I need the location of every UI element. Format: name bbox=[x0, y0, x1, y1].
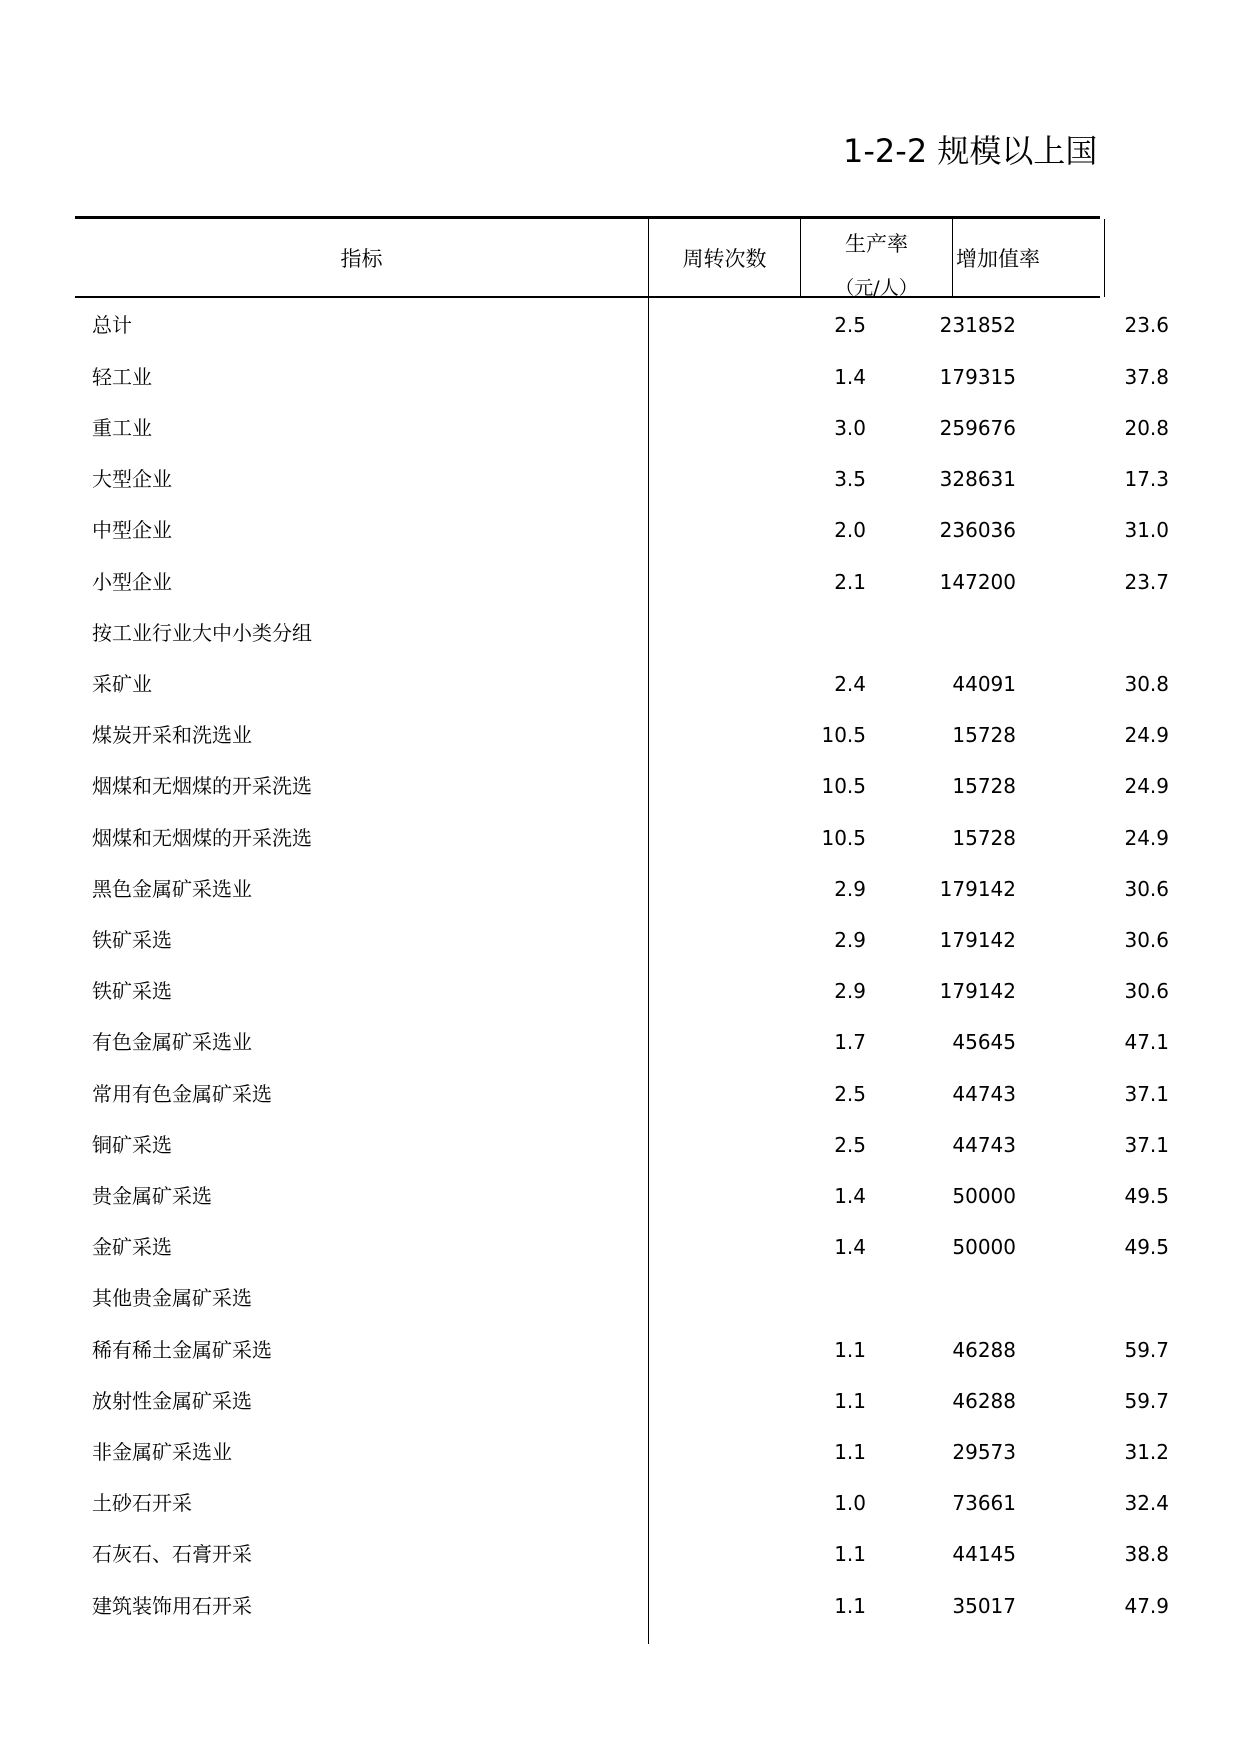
row-turnover: 1.0 bbox=[834, 1491, 866, 1515]
row-productivity: 179142 bbox=[939, 928, 1016, 952]
row-value-added-rate: 47.1 bbox=[1124, 1030, 1169, 1054]
table-row bbox=[75, 402, 1169, 454]
row-label: 煤炭开采和洗选业 bbox=[92, 723, 252, 747]
table-row bbox=[75, 1477, 1169, 1529]
table-row bbox=[75, 914, 1169, 966]
row-value-added-rate: 17.3 bbox=[1124, 467, 1169, 491]
table-row bbox=[75, 607, 1100, 659]
row-turnover: 1.4 bbox=[834, 365, 866, 389]
row-productivity: 231852 bbox=[939, 313, 1016, 337]
row-turnover: 1.1 bbox=[834, 1440, 866, 1464]
row-turnover bbox=[645, 607, 866, 659]
row-turnover: 2.4 bbox=[834, 672, 866, 696]
row-productivity: 15728 bbox=[952, 723, 1016, 747]
row-turnover: 2.9 bbox=[834, 979, 866, 1003]
row-value-added-rate: 23.7 bbox=[1124, 570, 1169, 594]
table-row bbox=[75, 1580, 1169, 1632]
row-productivity: 236036 bbox=[939, 518, 1016, 542]
row-label: 铁矿采选 bbox=[92, 928, 172, 952]
header-productivity-label: 生产率 bbox=[845, 232, 908, 256]
row-productivity: 50000 bbox=[952, 1235, 1016, 1259]
table-row bbox=[75, 863, 1169, 915]
row-turnover: 2.5 bbox=[834, 1082, 866, 1106]
row-turnover: 2.9 bbox=[834, 928, 866, 952]
table-row bbox=[75, 1016, 1169, 1068]
row-productivity bbox=[870, 1272, 1016, 1324]
row-value-added-rate: 47.9 bbox=[1124, 1594, 1169, 1618]
header-value-added-rate bbox=[956, 219, 1103, 296]
row-label: 石灰石、石膏开采 bbox=[92, 1542, 252, 1566]
row-productivity: 46288 bbox=[952, 1389, 1016, 1413]
row-label: 常用有色金属矿采选 bbox=[92, 1082, 272, 1106]
row-productivity: 179315 bbox=[939, 365, 1016, 389]
table-row bbox=[75, 658, 1169, 710]
row-label: 烟煤和无烟煤的开采洗选 bbox=[92, 826, 312, 850]
row-turnover: 3.5 bbox=[834, 467, 866, 491]
row-label: 采矿业 bbox=[92, 672, 152, 696]
row-value-added-rate: 37.8 bbox=[1124, 365, 1169, 389]
table-row bbox=[75, 504, 1169, 556]
row-value-added-rate: 30.6 bbox=[1124, 928, 1169, 952]
table-row bbox=[75, 1170, 1169, 1222]
row-label: 有色金属矿采选业 bbox=[92, 1030, 252, 1054]
row-label: 金矿采选 bbox=[92, 1235, 172, 1259]
row-label: 贵金属矿采选 bbox=[92, 1184, 212, 1208]
row-productivity: 259676 bbox=[939, 416, 1016, 440]
row-label: 建筑装饰用石开采 bbox=[92, 1594, 252, 1618]
row-label: 铜矿采选 bbox=[92, 1133, 172, 1157]
row-value-added-rate: 59.7 bbox=[1124, 1389, 1169, 1413]
header-bottom-rule bbox=[75, 296, 1100, 298]
header-indicator-label: 指标 bbox=[340, 246, 383, 271]
table-row bbox=[75, 1119, 1169, 1171]
row-label: 小型企业 bbox=[92, 570, 172, 594]
table-row bbox=[75, 1221, 1169, 1273]
row-turnover: 2.0 bbox=[834, 518, 866, 542]
row-productivity: 35017 bbox=[952, 1594, 1016, 1618]
row-productivity: 44743 bbox=[952, 1082, 1016, 1106]
row-productivity: 44145 bbox=[952, 1542, 1016, 1566]
table-row bbox=[75, 1068, 1169, 1120]
table-row bbox=[75, 299, 1169, 351]
row-value-added-rate: 23.6 bbox=[1124, 313, 1169, 337]
row-turnover: 10.5 bbox=[821, 826, 866, 850]
header-value-added-rate-label: 增加值率 bbox=[956, 246, 1040, 271]
table-row bbox=[75, 709, 1169, 761]
table-row bbox=[75, 351, 1169, 403]
row-value-added-rate: 24.9 bbox=[1124, 774, 1169, 798]
row-label: 非金属矿采选业 bbox=[92, 1440, 232, 1464]
header-turnover-label: 周转次数 bbox=[682, 246, 767, 271]
row-productivity: 15728 bbox=[952, 774, 1016, 798]
row-turnover: 10.5 bbox=[821, 774, 866, 798]
row-label: 其他贵金属矿采选 bbox=[92, 1286, 252, 1310]
table-row bbox=[75, 965, 1169, 1017]
row-label: 稀有稀土金属矿采选 bbox=[92, 1338, 272, 1362]
row-label: 烟煤和无烟煤的开采洗选 bbox=[92, 774, 312, 798]
header-turnover bbox=[649, 219, 800, 296]
row-productivity: 179142 bbox=[939, 877, 1016, 901]
row-value-added-rate: 37.1 bbox=[1124, 1133, 1169, 1157]
table-row bbox=[75, 1324, 1169, 1376]
table-row bbox=[75, 1375, 1169, 1427]
row-turnover: 2.5 bbox=[834, 1133, 866, 1157]
row-label: 大型企业 bbox=[92, 467, 172, 491]
table-row bbox=[75, 760, 1169, 812]
row-value-added-rate: 59.7 bbox=[1124, 1338, 1169, 1362]
row-productivity: 73661 bbox=[952, 1491, 1016, 1515]
row-value-added-rate bbox=[1020, 1272, 1169, 1324]
row-value-added-rate: 37.1 bbox=[1124, 1082, 1169, 1106]
header-productivity bbox=[801, 219, 952, 296]
row-value-added-rate: 31.2 bbox=[1124, 1440, 1169, 1464]
row-turnover: 2.1 bbox=[834, 570, 866, 594]
row-value-added-rate: 32.4 bbox=[1124, 1491, 1169, 1515]
row-turnover: 1.1 bbox=[834, 1594, 866, 1618]
header-indicator bbox=[75, 219, 648, 296]
row-label: 铁矿采选 bbox=[92, 979, 172, 1003]
row-value-added-rate: 24.9 bbox=[1124, 826, 1169, 850]
row-value-added-rate: 30.8 bbox=[1124, 672, 1169, 696]
row-value-added-rate: 31.0 bbox=[1124, 518, 1169, 542]
page-title: 1-2-2 规模以上国 bbox=[843, 132, 1098, 170]
row-turnover: 1.7 bbox=[834, 1030, 866, 1054]
row-value-added-rate: 49.5 bbox=[1124, 1184, 1169, 1208]
row-turnover: 2.5 bbox=[834, 313, 866, 337]
row-label: 重工业 bbox=[92, 416, 152, 440]
row-value-added-rate: 30.6 bbox=[1124, 979, 1169, 1003]
header-productivity-unit: （元/人） bbox=[835, 277, 918, 296]
row-value-added-rate: 38.8 bbox=[1124, 1542, 1169, 1566]
row-turnover: 1.4 bbox=[834, 1184, 866, 1208]
row-value-added-rate: 24.9 bbox=[1124, 723, 1169, 747]
row-productivity: 179142 bbox=[939, 979, 1016, 1003]
row-turnover: 1.1 bbox=[834, 1389, 866, 1413]
row-value-added-rate: 20.8 bbox=[1124, 416, 1169, 440]
row-productivity: 50000 bbox=[952, 1184, 1016, 1208]
row-turnover: 2.9 bbox=[834, 877, 866, 901]
table-row bbox=[75, 1426, 1169, 1478]
row-turnover bbox=[645, 1272, 866, 1324]
column-divider bbox=[952, 219, 953, 297]
row-value-added-rate: 49.5 bbox=[1124, 1235, 1169, 1259]
row-turnover: 10.5 bbox=[821, 723, 866, 747]
row-productivity: 147200 bbox=[939, 570, 1016, 594]
table-row bbox=[75, 1528, 1169, 1580]
table-row bbox=[75, 1272, 1100, 1324]
row-value-added-rate: 30.6 bbox=[1124, 877, 1169, 901]
row-turnover: 1.1 bbox=[834, 1542, 866, 1566]
row-productivity bbox=[870, 607, 1016, 659]
row-turnover: 3.0 bbox=[834, 416, 866, 440]
row-label: 轻工业 bbox=[92, 365, 152, 389]
row-label: 中型企业 bbox=[92, 518, 172, 542]
row-value-added-rate bbox=[1020, 607, 1169, 659]
row-productivity: 46288 bbox=[952, 1338, 1016, 1362]
table-row bbox=[75, 453, 1169, 505]
row-turnover: 1.1 bbox=[834, 1338, 866, 1362]
row-label: 黑色金属矿采选业 bbox=[92, 877, 252, 901]
row-productivity: 29573 bbox=[952, 1440, 1016, 1464]
table-row bbox=[75, 812, 1169, 864]
row-productivity: 15728 bbox=[952, 826, 1016, 850]
row-productivity: 328631 bbox=[939, 467, 1016, 491]
row-label: 土砂石开采 bbox=[92, 1491, 192, 1515]
column-divider bbox=[1104, 219, 1105, 297]
row-label: 放射性金属矿采选 bbox=[92, 1389, 252, 1413]
row-label: 总计 bbox=[92, 313, 132, 337]
row-productivity: 44091 bbox=[952, 672, 1016, 696]
row-productivity: 45645 bbox=[952, 1030, 1016, 1054]
row-turnover: 1.4 bbox=[834, 1235, 866, 1259]
row-productivity: 44743 bbox=[952, 1133, 1016, 1157]
table-row bbox=[75, 556, 1169, 608]
row-label: 按工业行业大中小类分组 bbox=[92, 621, 312, 645]
